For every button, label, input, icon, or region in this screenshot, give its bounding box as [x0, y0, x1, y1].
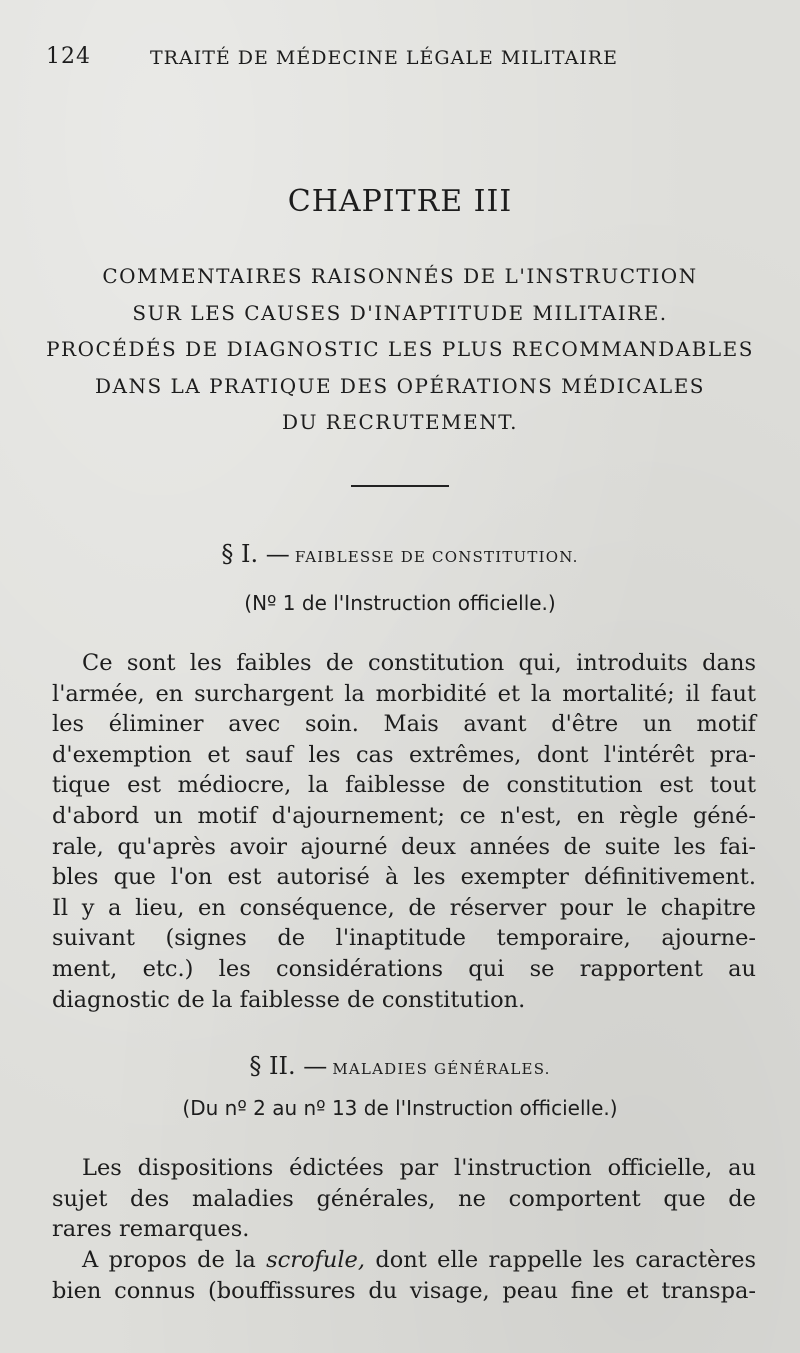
italic-term: scrofule,: [266, 1247, 366, 1273]
text-line: [52, 1245, 756, 1276]
text-line: d'exemption et sauf les cas extrêmes, dont l'intérêt pra-: [52, 741, 756, 768]
text-span: dont elle rappelle les caractères: [365, 1247, 756, 1273]
section-1-reference: (Nº 1 de l'Instruction officielle.): [244, 591, 556, 615]
text-line: rares remarques.: [52, 1216, 250, 1243]
text-line: l'armée, en surchargent la morbidité et la mortalité; il faut: [52, 680, 756, 707]
section-2-paragraph-2: [52, 1245, 756, 1306]
chapter-title: CHAPITRE III: [287, 184, 513, 219]
text-line: suivant (signes de l'inaptitude temporaire, ajourne-: [52, 925, 756, 952]
text-line: ment, etc.) les considérations qui se rapportent au: [52, 955, 756, 982]
text-line: d'abord un motif d'ajournement; ce n'est, en règle géné-: [52, 802, 756, 829]
section-1-heading: [0, 540, 800, 568]
section-divider-rule: [351, 485, 449, 487]
text-line: bles que l'on est autorisé à les exempter définitivement.: [52, 864, 756, 891]
section-1-number: § I. —: [221, 540, 290, 568]
text-line: tique est médiocre, la faiblesse de constitution est tout: [52, 772, 756, 799]
section-2-title: MALADIES GÉNÉRALES.: [332, 1060, 551, 1078]
section-2-number: § II. —: [249, 1052, 328, 1080]
section-2-paragraph-1: [52, 1153, 756, 1245]
chapter-heading-line: COMMENTAIRES RAISONNÉS DE L'INSTRUCTION: [102, 264, 698, 288]
chapter-heading-line: DANS LA PRATIQUE DES OPÉRATIONS MÉDICALES: [94, 373, 706, 398]
page-number: 124: [46, 44, 91, 69]
chapter-heading-line: DU RECRUTEMENT.: [282, 410, 518, 434]
text-line: diagnostic de la faiblesse de constitution.: [52, 986, 526, 1013]
section-2-heading: [0, 1052, 800, 1080]
text-line: sujet des maladies générales, ne comportent que de: [52, 1185, 756, 1212]
text-line: Il y a lieu, en conséquence, de réserver pour le chapitre: [52, 894, 756, 921]
text-line: Les dispositions édictées par l'instruction officielle, au: [82, 1155, 756, 1181]
text-line: rale, qu'après avoir ajourné deux années de suite les fai-: [52, 833, 756, 860]
chapter-heading-line: PROCÉDÉS DE DIAGNOSTIC LES PLUS RECOMMANDABLES: [46, 337, 754, 361]
section-1-title: FAIBLESSE DE CONSTITUTION.: [294, 548, 579, 566]
chapter-heading: [40, 258, 760, 441]
text-line: bien connus (bouffissures du visage, peau fine et transpa-: [52, 1277, 756, 1304]
text-line: Ce sont les faibles de constitution qui, introduits dans: [82, 650, 756, 676]
section-2-reference: (Du nº 2 au nº 13 de l'Instruction officielle.): [182, 1096, 618, 1120]
chapter-heading-line: SUR LES CAUSES D'INAPTITUDE MILITAIRE.: [132, 300, 668, 325]
section-1-paragraph: [52, 648, 756, 1015]
text-span: A propos de la: [82, 1247, 267, 1273]
running-title: TRAITÉ DE MÉDECINE LÉGALE MILITAIRE: [150, 47, 618, 69]
running-header: [46, 44, 666, 78]
text-line: les éliminer avec soin. Mais avant d'être un motif: [52, 711, 756, 738]
